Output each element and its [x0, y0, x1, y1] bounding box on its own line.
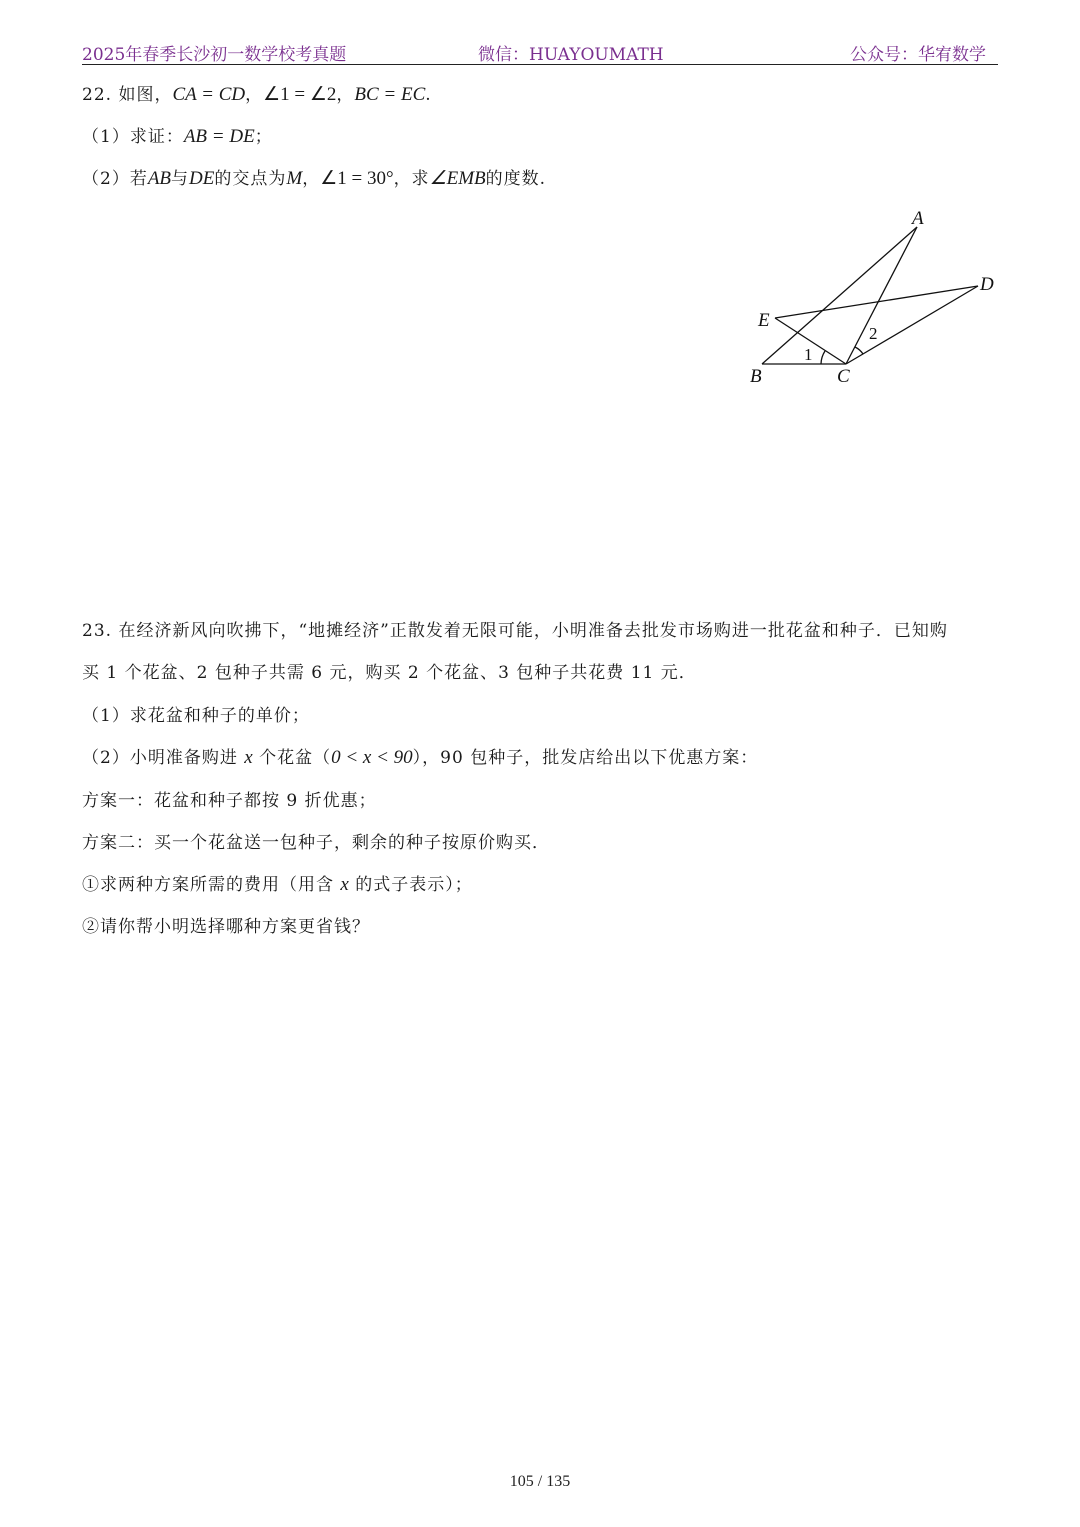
q22-condition-2: ∠1 = ∠2 [263, 84, 337, 105]
q22-part2-text-a: （2）若 [82, 169, 148, 189]
q22-prefix: 22. 如图， [82, 85, 173, 105]
q23-sub1-text-b: 的式子表示）； [348, 875, 473, 895]
angle-2-arc [855, 347, 863, 354]
q22-part2-ab: AB [147, 168, 172, 189]
q23-part-2 [82, 747, 758, 769]
q22-part2-text-b: 与 [171, 169, 190, 189]
angle-1-arc [821, 351, 825, 364]
q23-part2-range: 0 < x < 90 [331, 747, 413, 768]
q22-sep-2: ， [336, 85, 355, 105]
q23-stem-line-2: 买 1 个花盆、2 包种子共需 6 元，购买 2 个花盆、3 包种子共花费 11 元． [82, 663, 697, 683]
header-public-account: 公众号：华宥数学 [850, 45, 986, 65]
geometry-figure [740, 200, 1010, 395]
q23-sub-question-1 [82, 874, 473, 896]
q22-part2-text-d: ， [302, 169, 321, 189]
label-angle-1: 1 [804, 345, 813, 364]
q22-part2-m: M [286, 168, 303, 189]
q22-condition-3: BC = EC [354, 84, 426, 105]
q23-sub1-text-a: ①求两种方案所需的费用（用含 [82, 875, 341, 895]
label-b: B [750, 366, 762, 387]
q22-part-2 [82, 168, 546, 190]
q22-part1-equation: AB = DE [183, 126, 255, 147]
segment-ed [775, 286, 978, 318]
label-d: D [980, 274, 994, 295]
segment-ba [762, 227, 917, 364]
geometry-diagram [740, 200, 1010, 395]
q23-plan-2: 方案二：买一个花盆送一包种子，剩余的种子按原价购买． [82, 833, 550, 853]
q22-part-1 [82, 126, 273, 148]
q22-part1-label: （1）求证： [82, 127, 184, 147]
page-number: 105 / 135 [509, 1473, 571, 1490]
q22-stem [82, 84, 432, 106]
q23-sub1-x: x [340, 874, 349, 895]
q23-part-1: （1）求花盆和种子的单价； [82, 706, 310, 726]
label-a: A [912, 208, 924, 229]
q23-part2-text-b: 个花盆（ [252, 748, 332, 768]
header-exam-title: 2025年春季长沙初一数学校考真题 [82, 45, 347, 65]
label-e: E [758, 310, 770, 331]
label-c: C [837, 366, 850, 387]
q23-stem-line-1: 23. 在经济新风向吹拂下，“地摊经济”正散发着无限可能，小明准备去批发市场购进一批花盆和种子．已知购 [82, 621, 948, 641]
q22-part2-text-f: 的度数. [485, 169, 547, 189]
q23-sub-question-2: ②请你帮小明选择哪种方案更省钱？ [82, 917, 370, 937]
q22-part2-emb: ∠EMB [429, 168, 486, 189]
q23-part2-text-a: （2）小明准备购进 [82, 748, 245, 768]
q23-part2-text-c: ），90 包种子，批发店给出以下优惠方案： [412, 748, 759, 768]
q22-part1-end: ； [254, 127, 273, 147]
q22-condition-1: CA = CD [172, 84, 246, 105]
q22-part2-de: DE [189, 168, 215, 189]
q23-plan-1: 方案一：花盆和种子都按 9 折优惠； [82, 791, 377, 811]
q22-part2-angle: ∠1 = 30° [320, 168, 394, 189]
q22-end: . [425, 85, 432, 105]
q22-part2-text-e: ，求 [393, 169, 430, 189]
page-header [82, 38, 998, 65]
label-angle-2: 2 [869, 324, 878, 343]
header-wechat: 微信：HUAYOUMATH [478, 45, 664, 65]
q22-sep-1: ， [245, 85, 264, 105]
q22-part2-text-c: 的交点为 [214, 169, 287, 189]
q23-part2-x: x [244, 747, 253, 768]
